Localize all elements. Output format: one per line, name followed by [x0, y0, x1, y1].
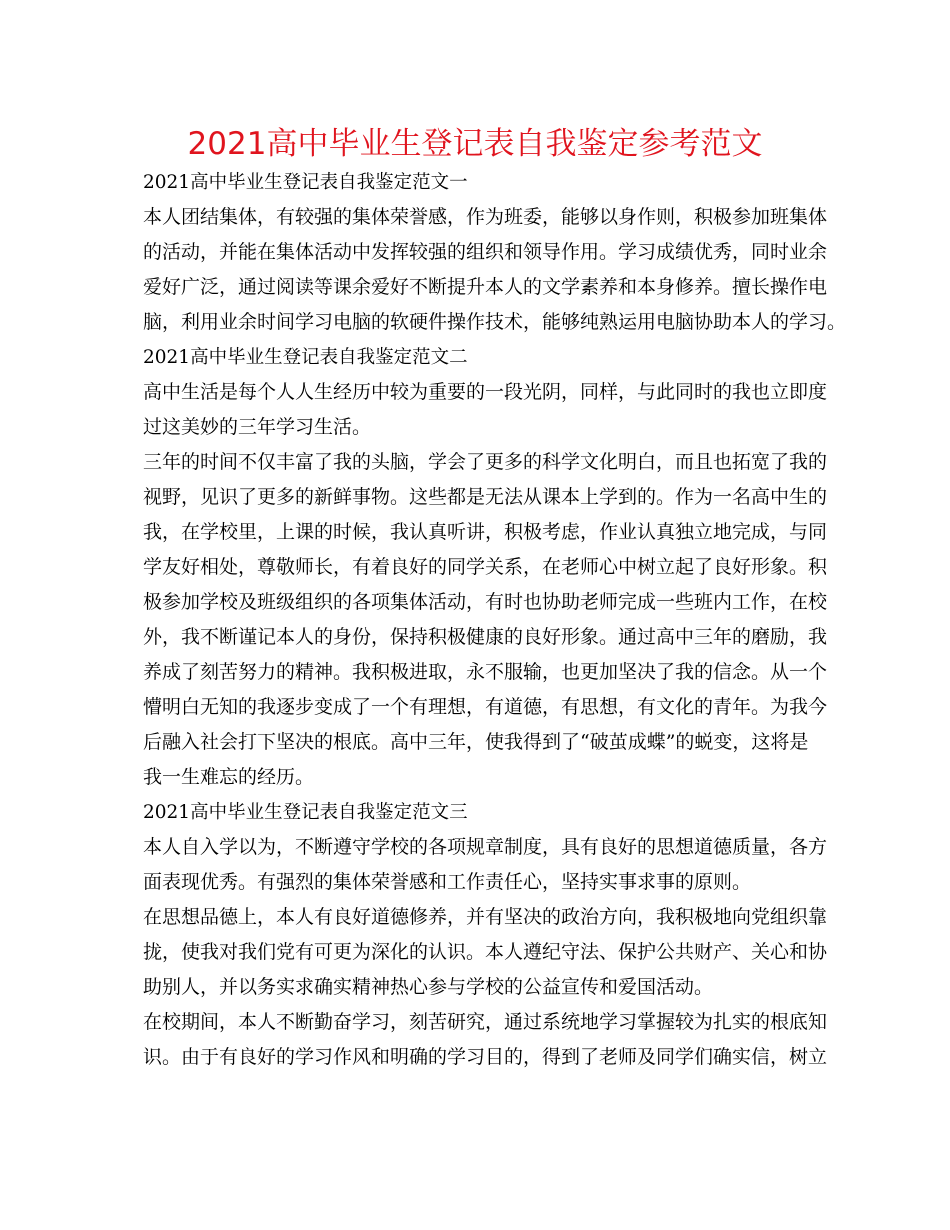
paragraph-line: 后融入社会打下坚决的根底。高中三年，使我得到了“破茧成蝶”的蜕变，这将是 — [143, 731, 809, 753]
paragraph-line: 养成了刻苦努力的精神。我积极进取，永不服输，也更加坚决了我的信念。从一个 — [143, 661, 828, 683]
paragraph-line: 在思想品德上，本人有良好道德修养，并有坚决的政治方向，我积极地向党组织靠 — [143, 906, 828, 928]
paragraph-line: 在校期间，本人不断勤奋学习，刻苦研究，通过系统地学习掌握较为扎实的根底知 — [143, 1011, 828, 1033]
paragraph-line: 本人团结集体，有较强的集体荣誉感，作为班委，能够以身作则，积极参加班集体 — [143, 206, 828, 228]
section-heading-3: 2021高中毕业生登记表自我鉴定范文三 — [143, 802, 468, 823]
paragraph-line: 面表现优秀。有强烈的集体荣誉感和工作责任心，坚持实事求事的原则。 — [143, 871, 752, 893]
paragraph-line: 爱好广泛，通过阅读等课余爱好不断提升本人的文学素养和本身修养。擅长操作电 — [143, 276, 828, 298]
section-heading-2: 2021高中毕业生登记表自我鉴定范文二 — [143, 347, 468, 368]
paragraph-line: 助别人，并以务实求确实精神热心参与学校的公益宣传和爱国活动。 — [143, 976, 714, 998]
paragraph-line: 高中生活是每个人人生经历中较为重要的一段光阴，同样，与此同时的我也立即度 — [143, 381, 828, 403]
paragraph-line: 三年的时间不仅丰富了我的头脑，学会了更多的科学文化明白，而且也拓宽了我的 — [143, 451, 828, 473]
paragraph-line: 本人自入学以为，不断遵守学校的各项规章制度，具有良好的思想道德质量，各方 — [143, 836, 828, 858]
document-body — [143, 168, 847, 1078]
paragraph-line: 极参加学校及班级组织的各项集体活动，有时也协助老师完成一些班内工作，在校 — [143, 591, 828, 613]
paragraph-line: 懵明白无知的我逐步变成了一个有理想，有道德，有思想，有文化的青年。为我今 — [143, 696, 828, 718]
paragraph-line: 过这美妙的三年学习生活。 — [143, 416, 372, 438]
paragraph-line: 脑，利用业余时间学习电脑的软硬件操作技术，能够纯熟运用电脑协助本人的学习。 — [143, 311, 847, 333]
paragraph-line: 的活动，并能在集体活动中发挥较强的组织和领导作用。学习成绩优秀，同时业余 — [143, 241, 828, 263]
paragraph-line: 学友好相处，尊敬师长，有着良好的同学关系，在老师心中树立起了良好形象。积 — [143, 556, 828, 578]
paragraph-line: 拢，使我对我们党有可更为深化的认识。本人遵纪守法、保护公共财产、关心和协 — [143, 941, 828, 963]
paragraph-line: 识。由于有良好的学习作风和明确的学习目的，得到了老师及同学们确实信，树立 — [143, 1046, 828, 1068]
paragraph-line: 我一生难忘的经历。 — [143, 766, 315, 788]
paragraph-line: 视野，见识了更多的新鲜事物。这些都是无法从课本上学到的。作为一名高中生的 — [143, 486, 828, 508]
document-title: 2021高中毕业生登记表自我鉴定参考范文 — [187, 126, 763, 162]
section-heading-1: 2021高中毕业生登记表自我鉴定范文一 — [143, 172, 468, 193]
paragraph-line: 我，在学校里，上课的时候，我认真听讲，积极考虑，作业认真独立地完成，与同 — [143, 521, 828, 543]
paragraph-line: 外，我不断谨记本人的身份，保持积极健康的良好形象。通过高中三年的磨励，我 — [143, 626, 828, 648]
